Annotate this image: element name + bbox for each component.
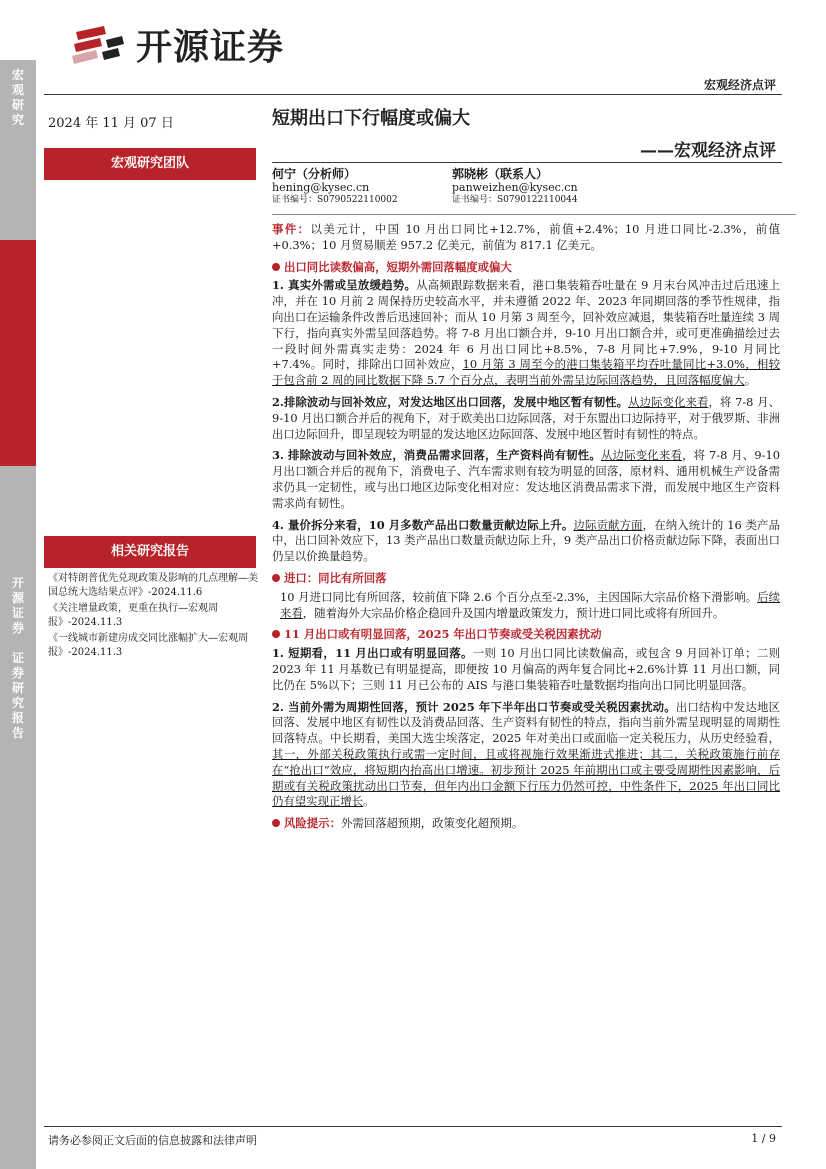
risk-paragraph: 风险提示：外需回落超预期，政策变化超预期。 xyxy=(272,816,780,832)
report-date: 2024 年 11 月 07 日 xyxy=(48,116,174,131)
side-tab-brokerage-report: 开 源 证 券 证 券 研 究 报 告 xyxy=(0,466,36,1169)
contact-email[interactable]: panweizhen@kysec.cn xyxy=(452,181,578,194)
section-heading-import: 进口：同比有所回落 xyxy=(272,571,780,587)
paragraph-1: 1. 真实外需或呈放缓趋势。从高频跟踪数据来看，港口集装箱吞吐量在 9 月末台风冲击过后迅速上冲，并在 10 月前 2 周保持历史较高水平，并未遵循 2022 年、2023 年同期回落的季节性规律，指向出口在运输条件改善后迅速回补；而从 10 月第 3 周至今，回补效应减退，集装箱吞吐量连续 3 周下行，指向真实外需呈回落趋势。将 7-8 月出口额合并，9-10 月出口额合并，或可更准确描绘过去一段时间外需真实走势：2024 年 6 月出口同比+8.5%，7-8 月同比+7.9%，9-10 月同比+7.4%。同时，排除出口回补效应，10 月第 3 周至今的港口集装箱平均吞吐量同比+3.0%，相较于包含前 2 周的同比数据下降 5.7 个百分点，表明当前外需呈边际回落趋势，且回落幅度偏大。 xyxy=(272,278,780,388)
bullet-icon xyxy=(272,819,280,827)
title-divider xyxy=(272,162,782,163)
related-report-item[interactable]: 《关注增量政策，更重在执行—宏观周报》-2024.11.3 xyxy=(48,603,218,628)
bullet-icon xyxy=(272,630,280,638)
side-tab-macro-review: 宏 观 经 济 点 评 xyxy=(0,240,36,466)
paragraph-3: 3. 排除波动与回补效应，消费品需求回落，生产资料尚有韧性。从边际变化来看，将 7-8 月、9-10 月出口额合并后的视角下，消费电子、汽车需求则有较为明显的回落，原材料、通用机械生产设备需求仍具一定韧性，或与出口地区边际变化相对应：发达地区消费品需求下滑，而发展中地区生产资料需求尚有韧性。 xyxy=(272,448,780,510)
page-subtitle: ——宏观经济点评 xyxy=(640,141,776,161)
page-title: 短期出口下行幅度或偏大 xyxy=(272,108,470,129)
event-paragraph: 事件：以美元计，中国 10 月出口同比+12.7%，前值+2.4%；10 月进口同比-2.3%，前值+0.3%；10 月贸易顺差 957.2 亿美元，前值为 817.1 亿美元。 xyxy=(272,222,780,252)
contact-cert: 证书编号：S0790122110044 xyxy=(452,195,578,205)
footer-disclaimer: 请务必参阅正文后面的信息披露和法律声明 xyxy=(48,1134,257,1147)
paragraph-7: 2. 当前外需为周期性回落，预计 2025 年下半年出口节奏或受关税因素扰动。出口结构中发达地区回落、发展中地区有韧性以及消费品回落、生产资料有韧性的特点，指向当前外需呈现明显的周期性回落特点。中长期看，美国大选尘埃落定，2025 年对美出口或面临一定关税压力，从历史经验看，其一，外部关税政策执行或需一定时间，且或将视施行效果渐进式推进；其二，关税政策施行前存在“抢出口”效应，将短期内抬高出口增速。初步预计 2025 年前期出口或主要受周期性因素影响，后期或有关税政策扰动出口节奏，但年内出口金额下行压力仍然可控，中性条件下，2025 年出口同比仍有望实现正增长。 xyxy=(272,699,780,809)
related-report-item[interactable]: 《对特朗普优先兑现政策及影响的几点理解—美国总统大选结果点评》-2024.11.6 xyxy=(48,573,258,598)
logo-icon xyxy=(70,26,130,70)
related-reports-list xyxy=(48,572,262,660)
contact-name: 郭晓彬（联系人） xyxy=(452,167,549,181)
paragraph-5: 10 月进口同比有所回落，较前值下降 2.6 个百分点至-2.3%，主因国际大宗品价格下滑影响。后续来看，随着海外大宗品价格企稳回升及国内增量政策发力，预计进口同比或将有所回升。 xyxy=(280,589,780,620)
side-tab-macro-research: 宏 观 研 究 xyxy=(0,60,36,240)
analyst-card xyxy=(272,168,398,207)
section-heading-export: 出口同比读数偏高，短期外需回落幅度或偏大 xyxy=(272,260,780,276)
related-report-item[interactable]: 《一线城市新建房成交同比涨幅扩大—宏观周报》-2024.11.3 xyxy=(48,633,248,658)
analyst-name: 何宁（分析师） xyxy=(272,167,357,181)
report-type-label: 宏观经济点评 xyxy=(703,78,776,92)
bullet-icon xyxy=(272,263,280,271)
company-logo xyxy=(70,26,284,70)
related-reports-label: 相关研究报告 xyxy=(44,536,256,568)
report-body xyxy=(272,222,780,838)
paragraph-2: 2.排除波动与回补效应，对发达地区出口回落，发展中地区暂有韧性。从边际变化来看，将 7-8 月、9-10 月出口额合并后的视角下，对于欧美出口边际回落，对于东盟出口边际持平，对于俄罗斯、非洲出口边际回升，即呈现较为明显的发达地区边际回落、发展中地区暂时有韧性的特点。 xyxy=(272,394,780,441)
analyst-cert: 证书编号：S0790522110002 xyxy=(272,195,398,205)
footer-divider xyxy=(44,1126,782,1127)
section-heading-outlook: 11 月出口或有明显回落，2025 年出口节奏或受关税因素扰动 xyxy=(272,627,780,643)
paragraph-6: 1. 短期看，11 月出口或有明显回落。一则 10 月出口同比读数偏高，或包含 9 月回补订单；二则 2023 年 11 月基数已有明显提高，即便按 10 月偏高的两年复合同比+2.6%计算 11 月出口额，同比仍在 5%以下；三则 11 月已公布的 AIS 与港口集装箱吞吐量数据均指向出口同比明显回落。 xyxy=(272,646,780,692)
analyst-email[interactable]: hening@kysec.cn xyxy=(272,181,370,194)
logo-text: 开源证券 xyxy=(136,27,285,68)
bullet-icon xyxy=(272,574,280,582)
page-number: 1 / 9 xyxy=(751,1132,776,1145)
analyst-divider xyxy=(272,214,796,215)
paragraph-4: 4. 量价拆分来看，10 月多数产品出口数量贡献边际上升。边际贡献方面，在纳入统计的 16 类产品中，出口回补效应下，13 类产品出口数量贡献边际上升，9 类产品出口价格贡献边际下降，表面出口仍呈以价换量趋势。 xyxy=(272,517,780,564)
team-label: 宏观研究团队 xyxy=(44,148,256,180)
header-divider xyxy=(44,94,782,95)
contact-card xyxy=(452,168,578,207)
